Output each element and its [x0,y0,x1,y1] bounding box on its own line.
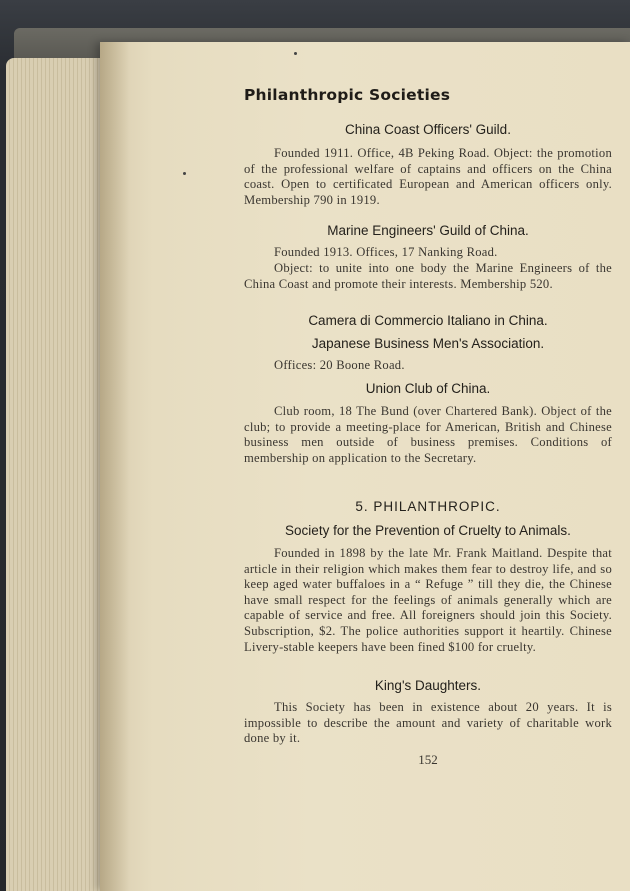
paragraph-china-coast: Founded 1911. Office, 4B Peking Road. Object: the promotion of the professional welfare of captains and officers on the China coast. Open to certificated European and American officers only. Membership 790 in 1919. [244,146,612,207]
speck [294,52,297,55]
section-title: 5. PHILANTHROPIC. [355,499,501,514]
heading-kings-daughters: King's Daughters. [374,678,482,693]
heading-spca: Society for the Prevention of Cruelty to Animals. [285,523,571,538]
heading-china-coast: China Coast Officers' Guild. [345,122,511,137]
page-gutter-shadow [100,42,130,891]
running-head: Philanthropic Societies [244,86,451,104]
paragraph-marine-engineers-1: Founded 1913. Offices, 17 Nanking Road. [274,245,498,259]
speck [183,172,186,175]
heading-camera-commercio: Camera di Commercio Italiano in China. [308,313,548,328]
page-number: 152 [418,752,438,767]
heading-japanese-association: Japanese Business Men's Association. [311,336,545,351]
paragraph-union-club: Club room, 18 The Bund (over Chartered Bank). Object of the club; to provide a meeting-place for American, British and Chinese business men outside of business premises. Conditions of membership on application to the Secretary. [244,404,612,465]
paragraph-spca: Founded in 1898 by the late Mr. Frank Maitland. Despite that article in their religion which makes them fear to destroy life, and so keep aged water buffaloes in a “ Refuge ” till they die, the Chinese have small respect for the feelings of animals generally which are capable of service and free. All foreigners should join this Society. Subscription, $2. The police authorities support it heartily. Chinese Livery-stable keepers have been fined $100 for cruelty. [244,546,612,654]
heading-union-club: Union Club of China. [365,381,491,396]
paragraph-japanese-association: Offices: 20 Boone Road. [274,358,405,372]
paragraph-marine-engineers-2: Object: to unite into one body the Marine Engineers of the China Coast and promote their interests. Membership 520. [244,261,612,291]
paragraph-kings-daughters: This Society has been in existence about 20 years. It is impossible to describe the amount and variety of charitable work done by it. [244,700,612,746]
heading-marine-engineers: Marine Engineers' Guild of China. [327,223,529,238]
